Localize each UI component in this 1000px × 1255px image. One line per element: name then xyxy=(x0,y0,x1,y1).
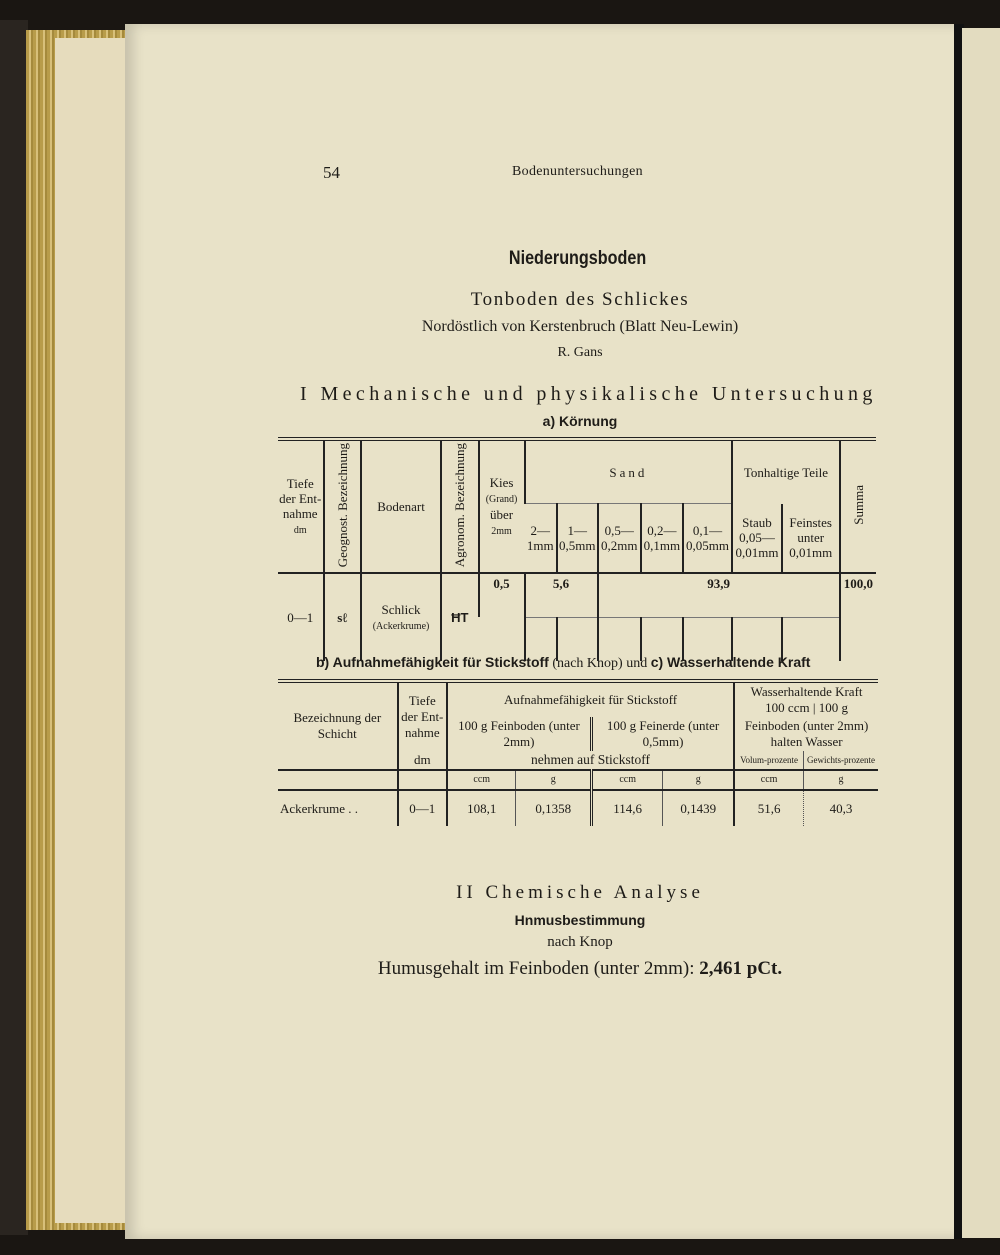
page-edges-inner xyxy=(55,38,125,1223)
author: R. Gans xyxy=(557,345,603,360)
humus-heading: Hnmusbestimmung xyxy=(514,912,646,928)
sand-col-3: 0,5— 0,2mm xyxy=(598,504,641,574)
cell-geognost: sℓ xyxy=(324,573,361,661)
unit-2: g xyxy=(516,770,592,790)
bodenart-note: (Ackerkrume) xyxy=(372,620,430,632)
col-feinerde: 100 g Feinerde (unter 0,5mm) xyxy=(606,718,720,749)
unit-1: ccm xyxy=(447,770,516,790)
agronom-label: Agronom. Bezeichnung xyxy=(452,443,468,568)
col-nehmen: nehmen auf Stickstoff xyxy=(447,751,734,770)
row-tiefe: 0—1 xyxy=(398,790,447,826)
grand-label: (Grand) xyxy=(485,493,518,505)
bodenart-value: Schlick xyxy=(381,601,421,617)
wasser-100g: 100 g xyxy=(818,700,848,715)
col-tiefe xyxy=(278,439,324,573)
col-tiefe2: Tiefe der Ent-nahme xyxy=(398,681,447,751)
koernung-table xyxy=(278,437,876,661)
page-number: 54 xyxy=(323,163,340,182)
section-b-label: b) Aufnahmefähigkeit für Stickstoff xyxy=(316,654,549,670)
row-v5: 51,6 xyxy=(734,790,803,826)
kies-label: Kies xyxy=(489,474,514,490)
staub-col: Staub 0,05— 0,01mm xyxy=(732,504,782,574)
geognost-label: Geognost. Bezeichnung xyxy=(334,443,350,568)
ueber-label: über xyxy=(489,506,514,522)
next-page-edge xyxy=(962,28,1000,1238)
col-bezeichnung: Bezeichnung der Schicht xyxy=(278,681,398,770)
cell-ton: 93,9 xyxy=(598,573,840,617)
cell-kies: 0,5 xyxy=(479,573,525,617)
sand-col-4: 0,2— 0,1mm xyxy=(641,504,683,574)
col-geognost xyxy=(324,439,361,573)
subtitle: Tonboden des Schlickes xyxy=(470,289,690,310)
unit-empty xyxy=(398,770,447,790)
running-head: Bodenuntersuchungen xyxy=(512,164,643,179)
cell-empty xyxy=(840,617,876,661)
section-a-heading: a) Körnung xyxy=(542,413,618,429)
page-title: Niederungsboden xyxy=(508,248,647,269)
tiefe2-unit: dm xyxy=(398,751,447,770)
humus-text: Humusgehalt im Feinboden (unter 2mm): xyxy=(377,958,695,979)
row-v4: 0,1439 xyxy=(663,790,734,826)
tiefe-unit: dm xyxy=(293,524,307,536)
col-halten: Feinboden (unter 2mm) halten Wasser xyxy=(734,717,878,751)
col-agronom xyxy=(441,439,478,573)
wasser-label: Wasserhaltende Kraft xyxy=(750,684,863,699)
col-kies xyxy=(479,439,525,573)
row-v3: 114,6 xyxy=(613,800,643,816)
row-v6: 40,3 xyxy=(804,790,878,826)
2mm-label: 2mm xyxy=(491,525,512,537)
section-b-heading xyxy=(316,654,810,672)
unit-6: g xyxy=(804,770,878,790)
col-bodenart: Bodenart xyxy=(361,439,441,573)
col-aufnahme: Aufnahmefähigkeit für Stickstoff xyxy=(447,681,734,717)
humus-method: nach Knop xyxy=(547,934,613,950)
col-wasser: Wasserhaltende Kraft 100 ccm | 100 g xyxy=(734,681,878,717)
humus-value: 2,461 pCt. xyxy=(699,958,783,979)
row-schicht: Ackerkrume . . xyxy=(280,800,358,816)
sand-col-1: 2— 1mm xyxy=(525,504,557,574)
tiefe-label: Tiefe der Ent-nahme xyxy=(279,475,322,521)
humus-result xyxy=(0,958,1000,980)
row-v2: 0,1358 xyxy=(516,790,592,826)
cell-tiefe: 0—1 xyxy=(287,610,314,626)
unit-empty xyxy=(278,770,398,790)
col-volum: Volum-prozente xyxy=(734,751,803,770)
cell-sand: 5,6 xyxy=(525,573,598,617)
section-2-heading: II Chemische Analyse xyxy=(456,882,704,903)
summa-label: Summa xyxy=(850,485,866,525)
unit-3: ccm xyxy=(619,774,636,785)
section-c-label: c) Wasserhaltende Kraft xyxy=(650,654,811,670)
col-feinboden: 100 g Feinboden (unter 2mm) xyxy=(447,717,592,751)
section-b-nach: (nach Knop) und xyxy=(552,656,648,671)
cell-summa: 100,0 xyxy=(840,573,876,617)
cell-bodenart xyxy=(361,573,441,661)
section-1-heading: I Mechanische und physikalische Untersuchung xyxy=(300,383,877,405)
col-ton: Tonhaltige Teile xyxy=(732,439,839,504)
col-summa xyxy=(840,439,876,573)
feinstes-col: Feinstes unter 0,01mm xyxy=(782,504,840,574)
wasser-100ccm: 100 ccm xyxy=(765,700,810,715)
sand-col-2: 1— 0,5mm xyxy=(557,504,597,574)
sand-col-5: 0,1— 0,05mm xyxy=(683,504,733,574)
col-gewicht: Gewichts-prozente xyxy=(804,751,878,770)
book-spine xyxy=(0,20,28,1235)
row-v1: 108,1 xyxy=(447,790,516,826)
location: Nordöstlich von Kerstenbruch (Blatt Neu-Lewin) xyxy=(421,318,739,335)
stickstoff-table xyxy=(278,679,878,826)
unit-5: ccm xyxy=(734,770,803,790)
cell-agronom: ĦT xyxy=(441,573,478,661)
col-sand: Sand xyxy=(525,439,733,504)
unit-4: g xyxy=(663,770,734,790)
